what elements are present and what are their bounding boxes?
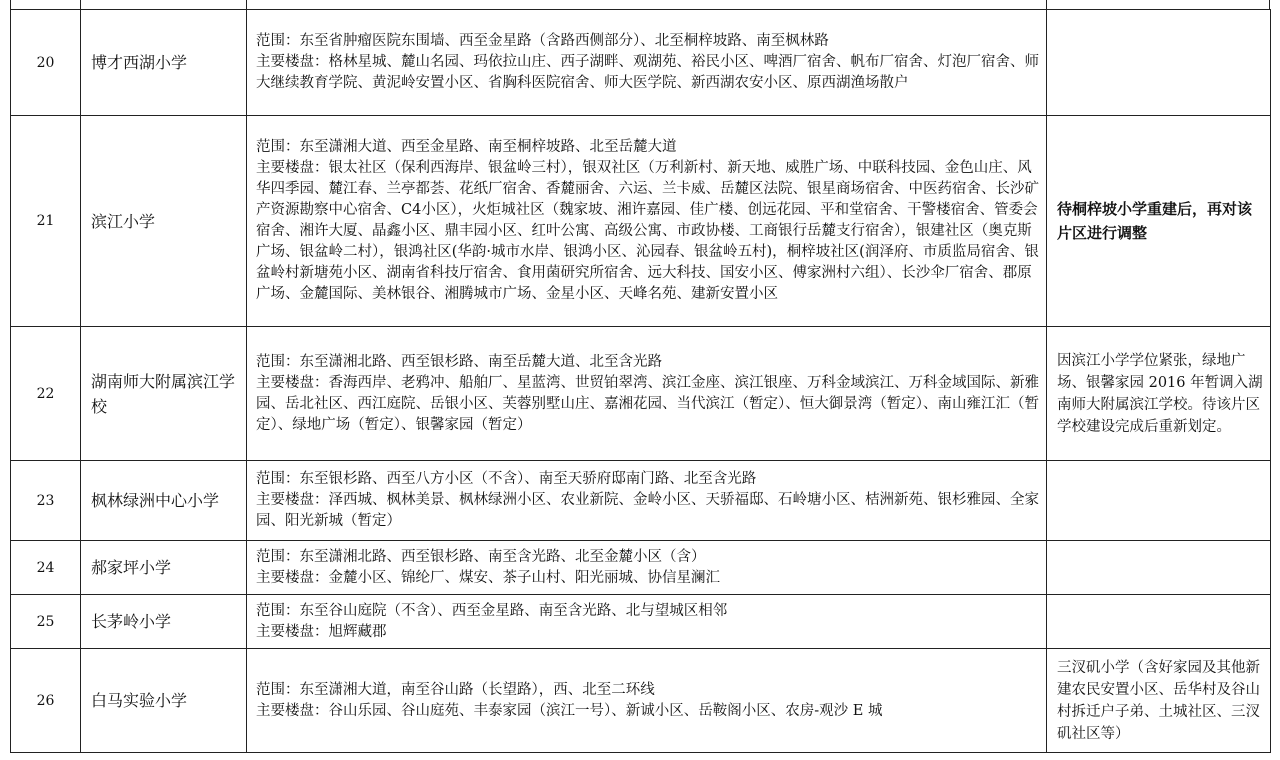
- row-number: 23: [11, 461, 81, 541]
- row-number: 22: [11, 327, 81, 461]
- remark: [1047, 10, 1271, 116]
- district-scope-cell: [247, 461, 1047, 541]
- main-estates: 主要楼盘：香海西岸、老鸦冲、船舶厂、星蓝湾、世贸铂翠湾、滨江金座、滨江银座、万科金域滨江、万科金域国际、新雅园、岳北社区、西江庭院、岳银小区、芙蓉别墅山庄、嘉湘花园、当代滨江（暂定）、恒大御景湾（暂定）、南山雍江汇（暂定）、绿地广场（暂定）、银馨家园（暂定）: [256, 374, 1039, 433]
- main-estates: 主要楼盘：谷山乐园、谷山庭苑、丰泰家园（滨江一号）、新诚小区、岳鞍阁小区、农房-观沙 E 城: [256, 702, 883, 719]
- school-name: 长茅岭小学: [81, 595, 247, 649]
- row-number: 24: [11, 541, 81, 595]
- main-estates: 主要楼盘：银太社区（保利西海岸、银盆岭三村），银双社区（万利新村、新天地、威胜广场、中联科技园、金色山庄、风华四季园、麓江春、兰亭都荟、花纸厂宿舍、香麓丽舍、六运、兰卡威、岳麓区法院、银星商场宿舍、中医药宿舍、长沙矿产资源勘察中心宿舍、C4小区），火炬城社区（魏家坡、湘许嘉园、佳广楼、创远花园、平和堂宿舍、干警楼宿舍、管委会宿舍、湘许大厦、晶鑫小区、鼎丰园小区、红叶公寓、高级公寓、市政协楼、工商银行岳麓支行宿舍），银建社区（奥克斯广场、银盆岭二村），银鸿社区(华韵·城市水岸、银鸿小区、沁园春、银盆岭五村)，桐梓坡社区(润泽府、市质监局宿舍、银盆岭村新塘苑小区、湖南省科技厅宿舍、食用菌研究所宿舍、远大科技、国安小区、傅家洲村六组）、长沙伞厂宿舍、郡原广场、金麓国际、美林银谷、湘腾城市广场、金星小区、天峰名苑、建新安置小区: [256, 160, 1039, 302]
- school-name: 滨江小学: [81, 116, 247, 327]
- remark: [1047, 461, 1271, 541]
- row-number: 25: [11, 595, 81, 649]
- district-scope-cell: [247, 541, 1047, 595]
- district-scope-cell: [247, 327, 1047, 461]
- district-scope-cell: [247, 649, 1047, 753]
- district-boundary: 范围：东至银杉路、西至八方小区（不含）、南至天骄府邸南门路、北至含光路: [256, 471, 757, 487]
- school-name: 白马实验小学: [81, 649, 247, 753]
- remark: [1047, 595, 1271, 649]
- district-boundary: 范围：东至谷山庭院（不含）、西至金星路、南至含光路、北与望城区相邻: [256, 602, 728, 619]
- school-name: 博才西湖小学: [81, 10, 247, 116]
- district-boundary: 范围：东至潇湘北路、西至银杉路、南至含光路、北至金麓小区（含）: [256, 548, 706, 565]
- main-estates: 主要楼盘：格林星城、麓山名园、玛依拉山庄、西子湖畔、观湖苑、裕民小区、啤酒厂宿舍、帆布厂宿舍、灯泡厂宿舍、师大继续教育学院、黄泥岭安置小区、省胸科医院宿舍、师大医学院、新西湖农安小区、原西湖渔场散户: [256, 54, 1039, 91]
- row-number: 26: [11, 649, 81, 753]
- table-row: [11, 10, 1271, 116]
- district-scope-cell: [247, 116, 1047, 327]
- school-name: 枫林绿洲中心小学: [81, 461, 247, 541]
- district-scope-cell: [247, 10, 1047, 116]
- remark: 因滨江小学学位紧张，绿地广场、银馨家园 2016 年暂调入湖南师大附属滨江学校。待该片区学校建设完成后重新划定。: [1047, 327, 1271, 461]
- table-row: [11, 116, 1271, 327]
- district-boundary: 范围：东至潇湘北路、西至银杉路、南至岳麓大道、北至含光路: [256, 353, 662, 370]
- school-name: 郝家坪小学: [81, 541, 247, 595]
- previous-row-continuation: [10, 0, 1270, 9]
- remark: [1047, 541, 1271, 595]
- district-boundary: 范围：东至潇湘大道，南至谷山路（长望路），西、北至二环线: [256, 681, 655, 698]
- row-number: 20: [11, 10, 81, 116]
- row-number: 21: [11, 116, 81, 327]
- school-name: 湖南师大附属滨江学校: [81, 327, 247, 461]
- table-row: [11, 541, 1271, 595]
- main-estates: 主要楼盘：旭辉藏郡: [256, 623, 387, 640]
- table-row: [11, 327, 1271, 461]
- table-row: [11, 461, 1271, 541]
- main-estates: 主要楼盘：金麓小区、锦纶厂、煤安、茶子山村、阳光丽城、协信星澜汇: [256, 569, 720, 586]
- district-scope-cell: [247, 595, 1047, 649]
- school-district-table: [10, 9, 1271, 753]
- remark: 待桐梓坡小学重建后，再对该片区进行调整: [1047, 116, 1271, 327]
- main-estates: 主要楼盘：泽西城、枫林美景、枫林绿洲小区、农业新院、金岭小区、天骄福邸、石岭塘小区、桔洲新苑、银杉雅园、全家园、阳光新城（暂定）: [256, 492, 1039, 529]
- table-row: [11, 595, 1271, 649]
- district-boundary: 范围：东至省肿瘤医院东围墙、西至金星路（含路西侧部分）、北至桐梓坡路、南至枫林路: [256, 33, 829, 49]
- table-row: [11, 649, 1271, 753]
- district-boundary: 范围：东至潇湘大道、西至金星路、南至桐梓坡路、北至岳麓大道: [256, 139, 677, 155]
- remark: 三汊矶小学（含好家园及其他新建农民安置小区、岳华村及谷山村拆迁户子弟、土城社区、三汊矶社区等）: [1047, 649, 1271, 753]
